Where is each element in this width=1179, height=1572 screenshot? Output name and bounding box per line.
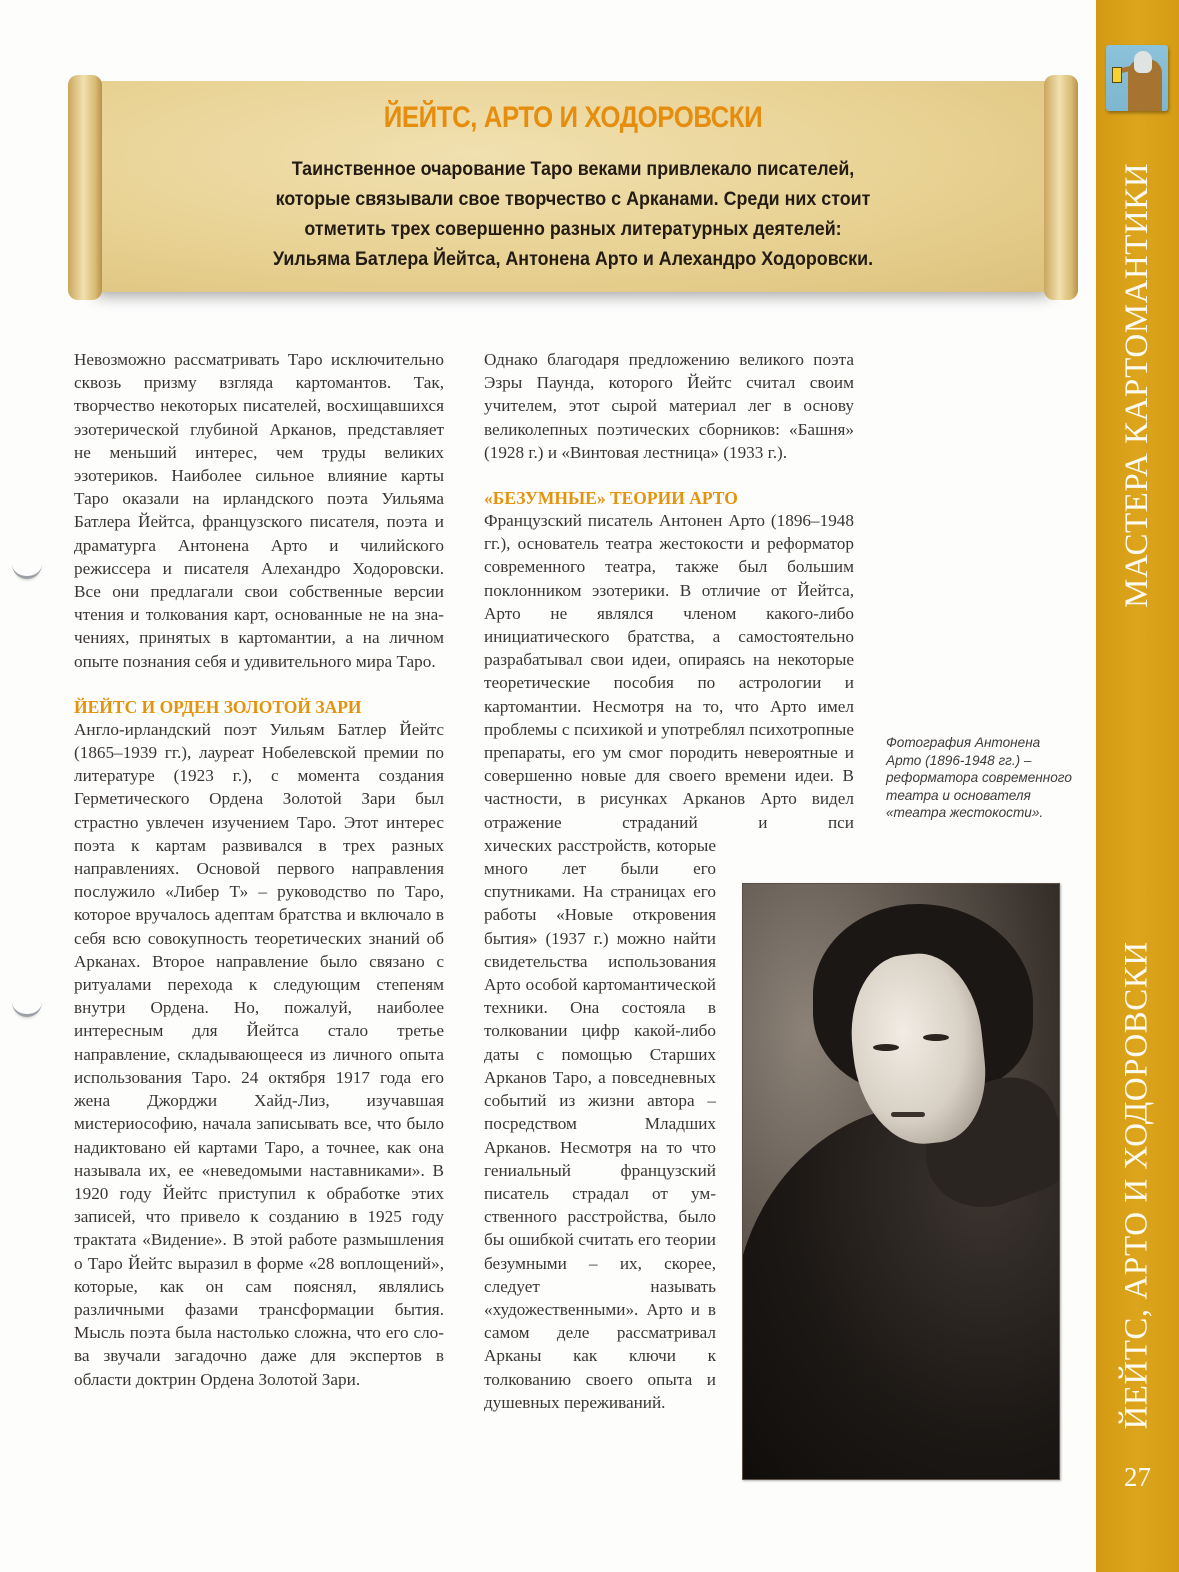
chapter-label-vertical <box>1096 930 1179 1440</box>
text-column-left <box>74 348 444 1391</box>
page-title: ЙЕЙТС, АРТО И ХОДОРОВСКИ <box>383 101 763 134</box>
section-label: МАСТЕРА КАРТОМАНТИКИ <box>1119 162 1155 608</box>
yeats-paragraph: Англо-ирландский поэт Уильям Батлер Йейтс (1865–1939 гг.), лауреат Нобелевской премии по литературе (1923 г.), с момента создания Герметического Ордена Золотой Зари был страстно увлечен изучением Таро. Этот интерес поэта к картам развивался в трех разных направлениях. Основой первого направления послужило «Либер Т» – руководство по Таро, которое вручалось адептам братства и включало в себя всю совокупность теоретических знаний об Арканах. Второе направление было связано с ритуалами перехода к следующим степеням внутри Ордена. Но, пожалуй, наиболее интересным для Йейтса стало третье направление, складывающееся из личного опыта использования Таро. 24 октября 1917 года его жена Джорджи Хайд-Лиз, изучавшая мистериософию, начала записывать все, что было надиктовано ей картами Таро, а точнее, как она называла их, ее «неведомыми наставниками». В 1920 году Йейтс приступил к обработке этих записей, что привело к созданию в 1925 году трактата «Видение». В этой работе размышления о Таро Йейтс выразил в форме «28 воплощений», которые, как он сам пояснял, являлись различными фазами трансформации бытия. Мысль поэта была настолько сложна, что его слова звучали загадочно даже для экспертов в области доктрин Ордена Золотой Зари. <box>74 719 444 1389</box>
artaud-paragraph-narrow: хических расстройств, которые много лет были его спутниками. На страницах его работы «Новые откровения бытия» (1937 г.) можно найти свидетельства использования Арто особой картомантической техники. Она состояла в толковании цифр какой-либо даты с помощью Старших Арканов Таро, а повседневных событий из жизни автора – посредством Младших Арканов. Несмотря на то что гениальный французский писатель страдал от умственного расстройства, было бы ошибкой считать его теории безумными – их, скорее, следует называть «художественными». Арто и в самом деле рассматривал Арканы как ключи к толкованию своего опыта и душевных переживаний. <box>484 835 716 1412</box>
lead-paragraph <box>155 155 992 275</box>
section-heading-artaud: «БЕЗУМНЫЕ» ТЕОРИИ АРТО <box>484 488 738 509</box>
intro-paragraph: Невозможно рассматривать Таро исключительно сквозь призму взгляда картомантов. Так, творчество некоторых писателей, восхищавшихся эзотерической глубиной Арканов, представляет не меньший интерес, чем труды великих эзотериков. Наиболее сильное влияние карты Таро оказали на ирландского поэта Уильяма Батлера Йейтса, французского писателя, поэта и драматурга Антонена Арто и чилийского режиссера и писателя Алехандро Ходоровски. Все они предлагали свои собственные версии чтения и толкования карт, основанные не на значениях, принятых в картомантии, а на личном опыте познания себя и удивительного мира Таро. <box>74 350 444 671</box>
section-label-vertical <box>1096 150 1179 620</box>
photo-caption: Фотография Антонена Арто (1896-1948 гг.) – реформатора современного театра и основателя «театра жестокости». <box>886 735 1072 821</box>
page-number: 27 <box>1124 1462 1151 1492</box>
photo-eye <box>873 1044 899 1051</box>
chapter-side-band <box>1096 0 1179 1572</box>
lead-line: которые связывали свое творчество с Арканами. Среди них стоит <box>275 189 871 210</box>
lead-line: отметить трех совершенно разных литературных деятелей: <box>304 219 842 240</box>
artaud-paragraph-wide: Французский писатель Антонен Арто (1896–1948 гг.), основатель театра жестокости и реформатор современного театра, также был большим поклонником эзотерики. В отличие от Йейтса, Арто не являлся членом какого-либо инициатического братства, а самостоятельно разрабатывал свои идеи, опираясь на некоторые теоретические пособия по астрологии и картомантии. Несмотря на то, что Арто имел проблемы с психикой и употреблял психотропные препараты, его ум смог породить невероятные и совершенно новые для своего времени идеи. В частности, в рисунках Арканов Арто видел отражение страданий и пси <box>484 511 854 832</box>
continuation-paragraph: Однако благодаря предложению великого поэта Эзры Паунда, которого Йейтс считал своим учителем, этот сырой материал лег в основу великолепных поэтических сборников: «Башня» (1928 г.) и «Винтовая лестница» (1933 г.). <box>484 350 854 462</box>
scroll-roll-left <box>68 75 102 300</box>
chapter-label: ЙЕЙТС, АРТО И ХОДОРОВСКИ <box>1119 940 1156 1430</box>
binder-hole <box>12 998 42 1017</box>
header-scroll-banner <box>68 75 1078 300</box>
lead-line: Таинственное очарование Таро веками привлекало писателей, <box>291 159 855 180</box>
artaud-portrait-photo <box>742 883 1060 1480</box>
scroll-roll-right <box>1044 75 1078 300</box>
photo-eye <box>923 1034 949 1041</box>
lead-line: Уильяма Батлера Йейтса, Антонена Арто и Алехандро Ходоровски. <box>272 249 874 270</box>
section-heading-yeats: ЙЕЙТС И ОРДЕН ЗОЛОТОЙ ЗАРИ <box>74 696 362 717</box>
binder-hole <box>12 560 42 579</box>
hermit-tarot-card-icon <box>1106 45 1168 111</box>
photo-mouth <box>891 1112 925 1117</box>
